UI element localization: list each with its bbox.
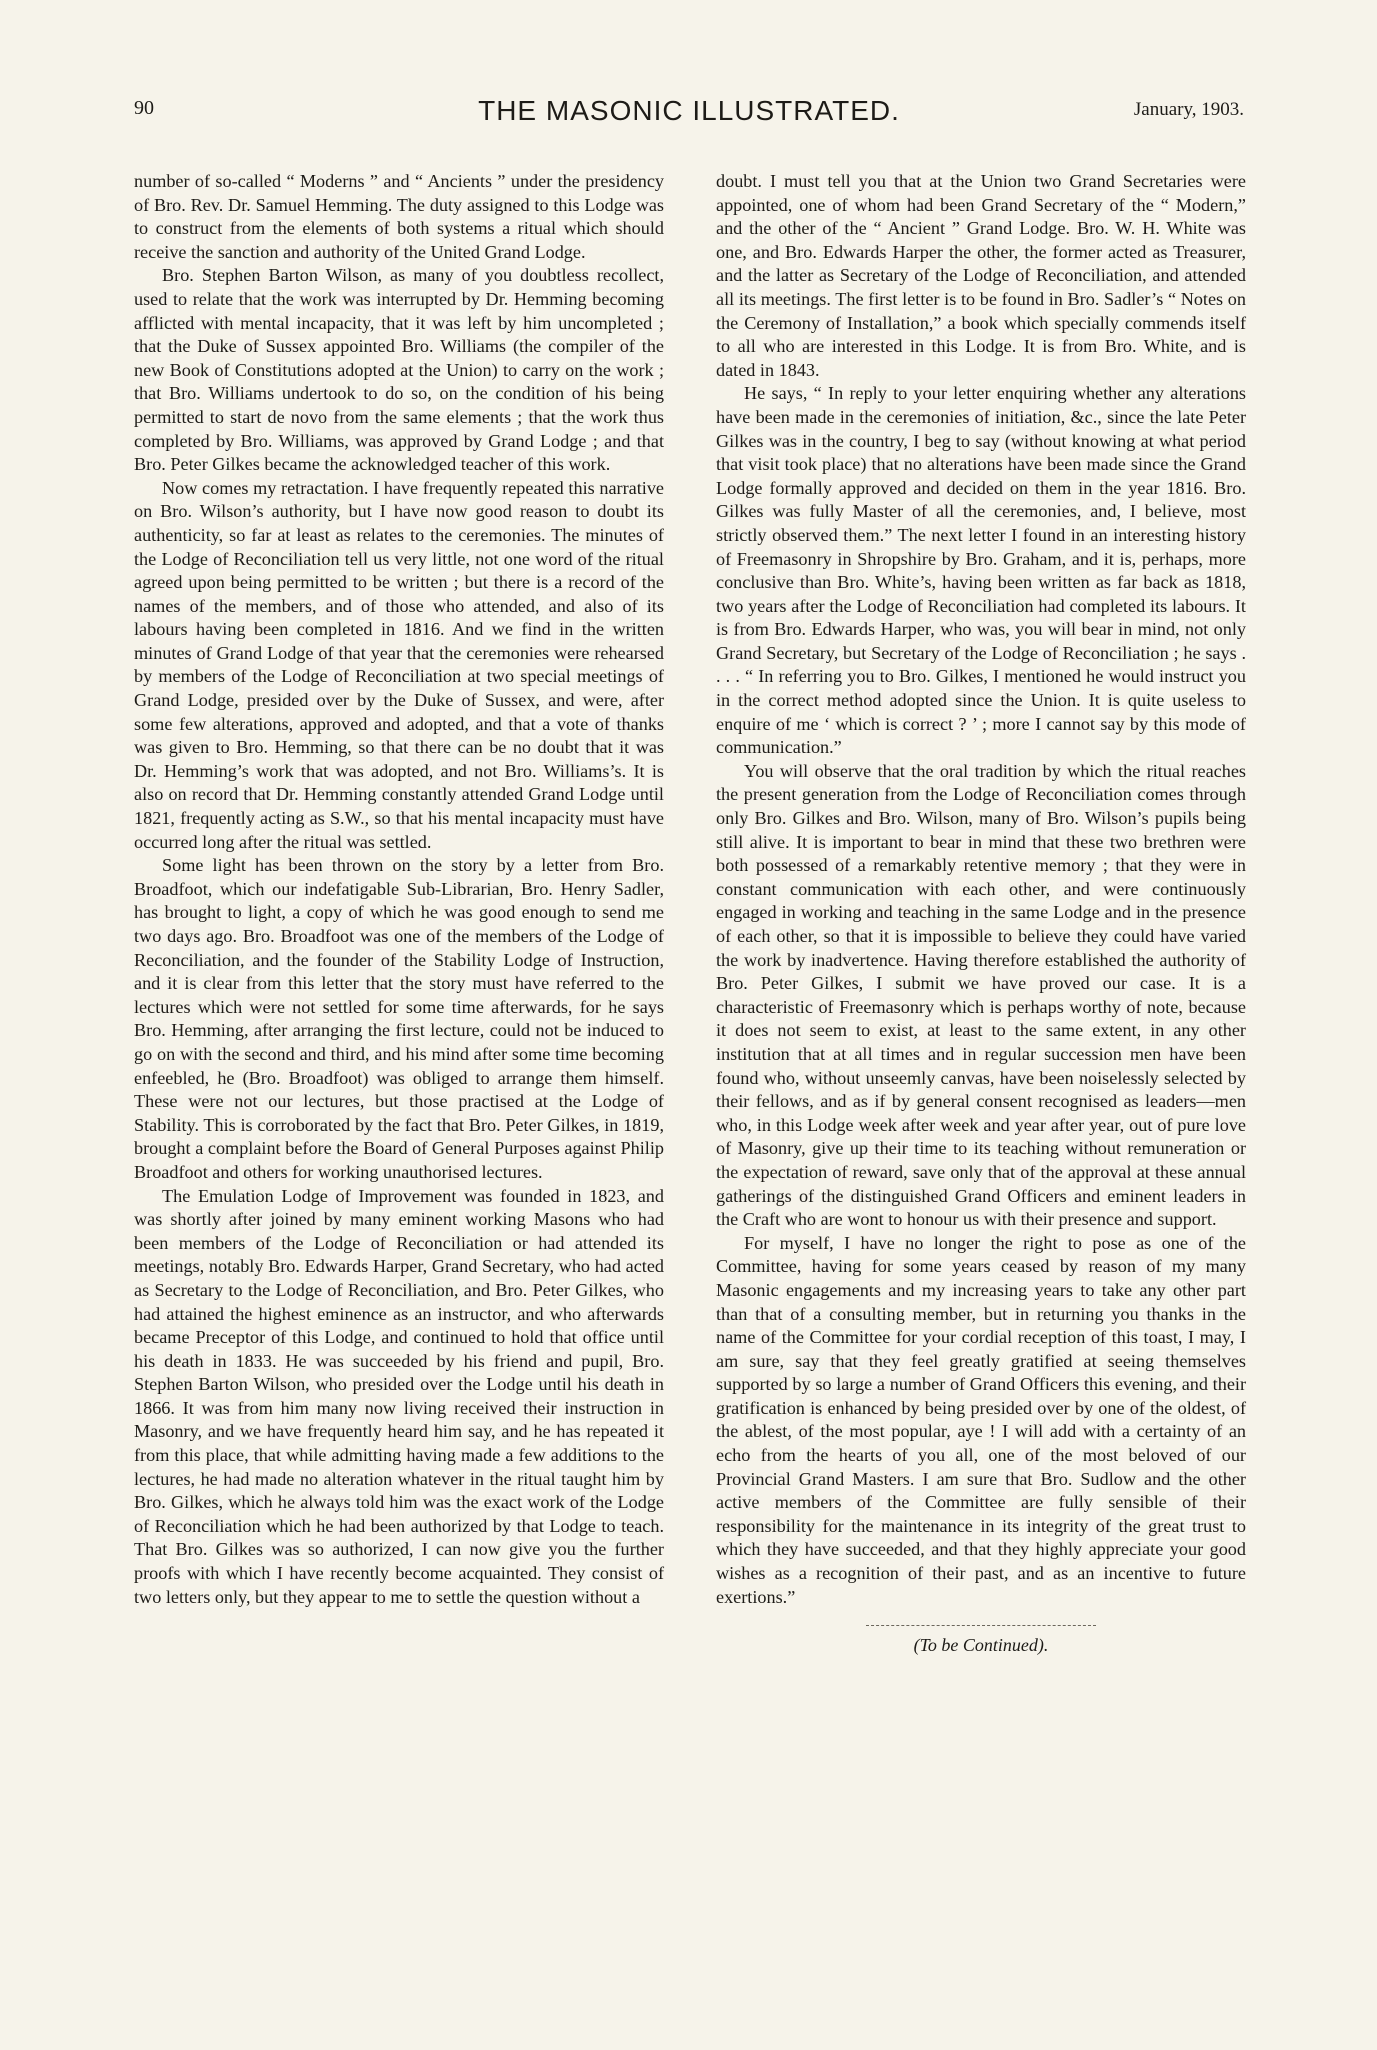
paragraph: Some light has been thrown on the story by a letter from Bro. Broadfoot, which our indefatigable Sub-Librarian, Bro. Henry Sadler, has brought to light, a copy of which he was good enough to send me two days ago. Bro. Broadfoot was one of the members of the Lodge of Reconciliation, and the founder of the Stability Lodge of Instruction, and it is clear from this letter that the story must have referred to the lectures which were not settled for some time afterwards, for he says Bro. Hemming, after arranging the first lecture, could not be induced to go on with the second and third, and his mind after some time becoming enfeebled, he (Bro. Broadfoot) was obliged to arrange them himself. These were not our lectures, but those practised at the Lodge of Stability. This is corroborated by the fact that Bro. Peter Gilkes, in 1819, brought a complaint before the Board of General Purposes against Philip Broadfoot and others for working unauthorised lectures. — [134, 855, 664, 1182]
right-column — [716, 170, 1246, 1658]
left-column — [134, 170, 664, 1609]
paragraph: The Emulation Lodge of Improvement was founded in 1823, and was shortly after joined by many eminent working Masons who had been members of the Lodge of Reconciliation or had attended its meetings, notably Bro. Edwards Harper, Grand Secretary, who had acted as Secretary to the Lodge of Reconciliation, and Bro. Peter Gilkes, who had attained the highest eminence as an instructor, and who afterwards became Preceptor of this Lodge, and continued to hold that office until his death in 1833. He was succeeded by his friend and pupil, Bro. Stephen Barton Wilson, who presided over the Lodge until his death in 1866. It was from him many now living received their instruction in Masonry, and we have frequently heard him say, and he has repeated it from this place, that while admitting having made a few additions to the lectures, he had made no alteration whatever in the ritual taught him by Bro. Gilkes, which he always told him was the exact work of the Lodge of Reconciliation which he had been authorized by that Lodge to teach. That Bro. Gilkes was so authorized, I can now give you the further proofs with which I have recently become acquainted. They consist of two letters only, but they appear to me to settle the question without a — [134, 1185, 664, 1607]
paragraph: number of so-called “ Moderns ” and “ Ancients ” under the presidency of Bro. Rev. Dr. Samuel Hemming. The duty assigned to this Lodge was to construct from the elements of both systems a ritual which should receive the sanction and authority of the United Grand Lodge. — [134, 171, 664, 262]
page-header — [134, 95, 1244, 135]
continued-note: (To be Continued). — [913, 1635, 1049, 1656]
masthead-title: THE MASONIC ILLUSTRATED. — [478, 95, 900, 126]
page-number: 90 — [134, 97, 154, 119]
paragraph: He says, “ In reply to your letter enquiring whether any alterations have been made in the ceremonies of initiation, &c., since the late Peter Gilkes was in the country, I beg to say (without knowing at what period that visit took place) that no alterations have been made since the Grand Lodge formally approved and decided on them in the year 1816. Bro. Gilkes was fully Master of all the ceremonies, and, I believe, most strictly observed them.” The next letter I found in an interesting history of Freemasonry in Shropshire by Bro. Graham, and it is, perhaps, more conclusive than Bro. White’s, having been written as far back as 1818, two years after the Lodge of Reconciliation had completed its labours. It is from Bro. Edwards Harper, who was, you will bear in mind, not only Grand Secretary, but Secretary of the Lodge of Reconciliation ; he says . . . . “ In referring you to Bro. Gilkes, I mentioned he would instruct you in the correct method adopted since the Union. It is quite useless to enquire of me ‘ which is correct ? ’ ; more I cannot say by this mode of communication.” — [716, 383, 1246, 758]
paragraph: You will observe that the oral tradition by which the ritual reaches the present generation from the Lodge of Reconciliation comes through only Bro. Gilkes and Bro. Wilson, many of Bro. Wilson’s pupils being still alive. It is important to bear in mind that these two brethren were both possessed of a remarkably retentive memory ; that they were in constant communication with each other, and were continuously engaged in working and teaching in the same Lodge and in the presence of each other, so that it is impossible to believe they could have varied the work by inadvertence. Having therefore established the authority of Bro. Peter Gilkes, I submit we have proved our case. It is a characteristic of Freemasonry which is perhaps worthy of note, because it does not seem to exist, at least to the same extent, in any other institution that at all times and in regular succession men have been found who, without unseemly canvas, have been noiselessly selected by their fellows, and as if by general consent recognised as leaders—men who, in this Lodge week after week and year after year, out of pure love of Masonry, give up their time to its teaching without remuneration or the expectation of reward, save only that of the approval at these annual gatherings of the distinguished Grand Officers and eminent leaders in the Craft who are wont to honour us with their presence and support. — [716, 760, 1246, 1230]
issue-date: January, 1903. — [1133, 99, 1244, 120]
paragraph: doubt. I must tell you that at the Union two Grand Secretaries were appointed, one of whom had been Grand Secretary of the “ Modern,” and the other of the “ Ancient ” Grand Lodge. Bro. W. H. White was one, and Bro. Edwards Harper the other, the former acted as Treasurer, and the latter as Secretary of the Lodge of Reconciliation, and attended all its meetings. The first letter is to be found in Bro. Sadler’s “ Notes on the Ceremony of Installation,” a book which specially commends itself to all who are interested in this Lodge. It is from Bro. White, and is dated in 1843. — [716, 171, 1246, 380]
paragraph: Bro. Stephen Barton Wilson, as many of you doubtless recollect, used to relate that the work was interrupted by Dr. Hemming becoming afflicted with mental incapacity, that it was left by him uncompleted ; that the Duke of Sussex appointed Bro. Williams (the compiler of the new Book of Constitutions adopted at the Union) to carry on the work ; that Bro. Williams undertook to do so, on the condition of his being permitted to start de novo from the same elements ; that the work thus completed by Bro. Williams, was approved by Grand Lodge ; and that Bro. Peter Gilkes became the acknowledged teacher of this work. — [134, 265, 664, 475]
section-divider — [866, 1625, 1096, 1626]
paragraph: Now comes my retractation. I have frequently repeated this narrative on Bro. Wilson’s authority, but I have now good reason to doubt its authenticity, so far at least as relates to the ceremonies. The minutes of the Lodge of Reconciliation tell us very little, not one word of the ritual agreed upon being permitted to be written ; but there is a record of the names of the members, and of those who attended, and also of its labours having been completed in 1816. And we find in the written minutes of Grand Lodge of that year that the ceremonies were rehearsed by members of the Lodge of Reconciliation at two special meetings of Grand Lodge, presided over by the Duke of Sussex, and were, after some few alterations, approved and adopted, and that a vote of thanks was given to Bro. Hemming, so that there can be no doubt that it was Dr. Hemming’s work that was adopted, and not Bro. Williams’s. It is also on record that Dr. Hemming constantly attended Grand Lodge until 1821, frequently acting as S.W., so that his mental incapacity must have occurred long after the ritual was settled. — [134, 477, 664, 852]
paragraph: For myself, I have no longer the right to pose as one of the Committee, having for some years ceased by reason of my many Masonic engagements and my increasing years to take any other part than that of a consulting member, but in returning you thanks in the name of the Committee for your cordial reception of this toast, I may, I am sure, say that they feel greatly gratified at seeing themselves supported by so large a number of Grand Officers this evening, and their gratification is enhanced by being presided over by one of the oldest, of the ablest, of the most popular, aye ! I will add with a certainty of an echo from the hearts of you all, one of the most beloved of our Provincial Grand Masters. I am sure that Bro. Sudlow and the other active members of the Committee are fully sensible of their responsibility for the maintenance in its integrity of the great trust to which they have succeeded, and that they highly appreciate your good wishes as a recognition of their past, and as an incentive to future exertions.” — [716, 1232, 1246, 1607]
